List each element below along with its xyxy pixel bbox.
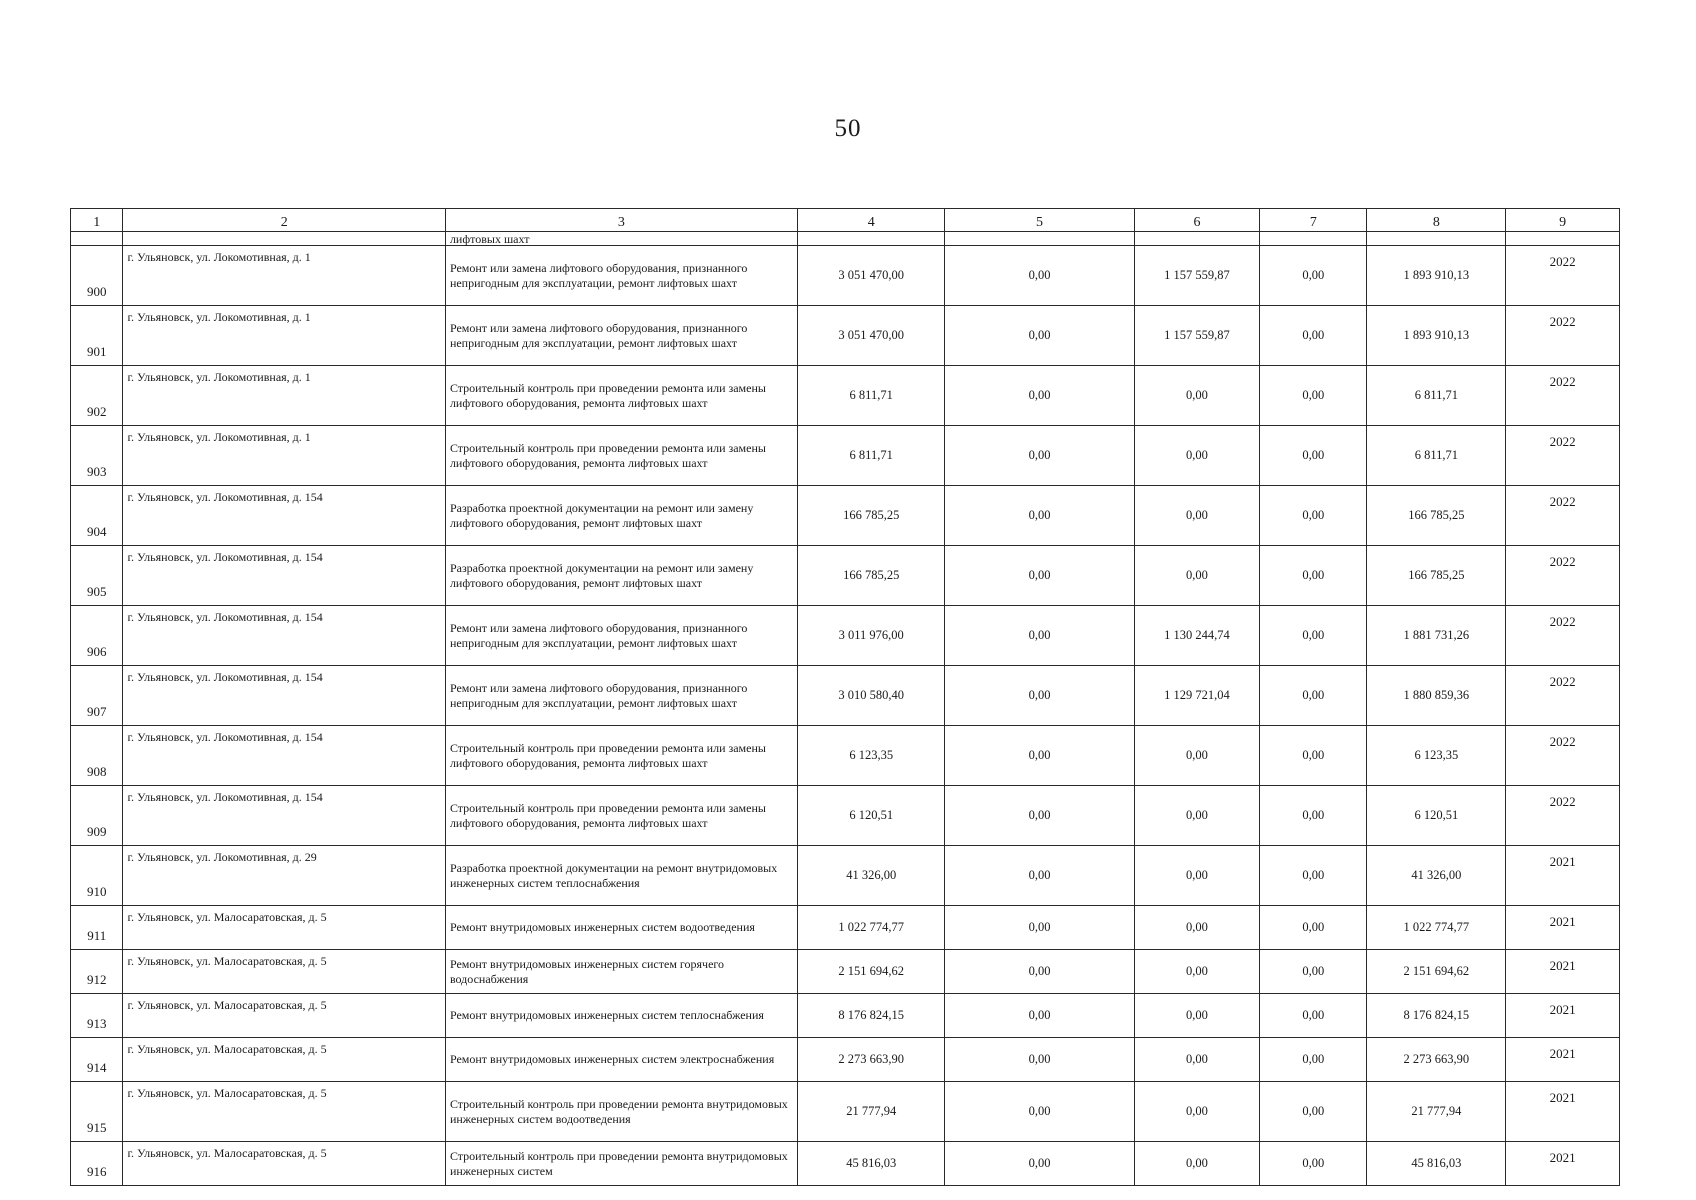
table-row [71, 1082, 1620, 1142]
amount-col8-cell: 21 777,94 [1367, 1082, 1506, 1142]
amount-col6-cell: 1 129 721,04 [1134, 666, 1260, 726]
amount-col8-cell: 1 893 910,13 [1367, 246, 1506, 306]
work-description-cell: Строительный контроль при проведении ремонта или замены лифтового оборудования, ремонта лифтовых шахт [445, 786, 797, 846]
amount-col5-cell: 0,00 [945, 1082, 1134, 1142]
amount-col7-cell: 0,00 [1260, 906, 1367, 950]
row-number: 913 [71, 994, 123, 1038]
year-cell: 2021 [1506, 1082, 1620, 1142]
amount-col8-cell: 1 893 910,13 [1367, 306, 1506, 366]
work-description-cell: Ремонт или замена лифтового оборудования, признанного непригодным для эксплуатации, ремонт лифтовых шахт [445, 306, 797, 366]
year-cell: 2022 [1506, 366, 1620, 426]
row-number: 904 [71, 486, 123, 546]
row-number: 907 [71, 666, 123, 726]
year-cell: 2022 [1506, 306, 1620, 366]
work-description-cell: Ремонт или замена лифтового оборудования, признанного непригодным для эксплуатации, ремонт лифтовых шахт [445, 606, 797, 666]
amount-col8-cell: 2 151 694,62 [1367, 950, 1506, 994]
table-row [71, 846, 1620, 906]
address-cell: г. Ульяновск, ул. Малосаратовская, д. 5 [123, 994, 445, 1038]
program-table-container [70, 208, 1620, 1186]
amount-col4-cell: 21 777,94 [797, 1082, 945, 1142]
amount-col5-cell: 0,00 [945, 1038, 1134, 1082]
amount-col6-cell: 0,00 [1134, 906, 1260, 950]
amount-col6-cell: 0,00 [1134, 366, 1260, 426]
amount-col8-cell: 45 816,03 [1367, 1142, 1506, 1186]
year-cell: 2022 [1506, 606, 1620, 666]
column-header-8: 8 [1367, 209, 1506, 232]
year-cell: 2022 [1506, 666, 1620, 726]
year-cell: 2022 [1506, 246, 1620, 306]
column-header-5: 5 [945, 209, 1134, 232]
amount-col7-cell: 0,00 [1260, 366, 1367, 426]
row-number: 902 [71, 366, 123, 426]
address-cell: г. Ульяновск, ул. Локомотивная, д. 1 [123, 366, 445, 426]
amount-col6-cell: 1 157 559,87 [1134, 306, 1260, 366]
amount-col8-cell: 2 273 663,90 [1367, 1038, 1506, 1082]
amount-col7-cell: 0,00 [1260, 606, 1367, 666]
amount-col5-cell: 0,00 [945, 606, 1134, 666]
work-description-cell: Строительный контроль при проведении ремонта или замены лифтового оборудования, ремонта лифтовых шахт [445, 726, 797, 786]
work-description-cell: Строительный контроль при проведении ремонта внутридомовых инженерных систем [445, 1142, 797, 1186]
amount-col7-cell: 0,00 [1260, 786, 1367, 846]
amount-col4-cell: 3 011 976,00 [797, 606, 945, 666]
amount-col6-cell: 0,00 [1134, 726, 1260, 786]
table-row [71, 546, 1620, 606]
year-cell: 2022 [1506, 426, 1620, 486]
amount-col6-cell: 1 130 244,74 [1134, 606, 1260, 666]
work-description-cell: Разработка проектной документации на ремонт или замену лифтового оборудования, ремонт лифтовых шахт [445, 546, 797, 606]
address-cell: г. Ульяновск, ул. Локомотивная, д. 1 [123, 306, 445, 366]
year-cell: 2021 [1506, 1038, 1620, 1082]
amount-col5-cell: 0,00 [945, 994, 1134, 1038]
amount-col5-cell: 0,00 [945, 426, 1134, 486]
address-cell: г. Ульяновск, ул. Локомотивная, д. 154 [123, 786, 445, 846]
address-cell: г. Ульяновск, ул. Локомотивная, д. 154 [123, 546, 445, 606]
address-cell: г. Ульяновск, ул. Малосаратовская, д. 5 [123, 1082, 445, 1142]
row-number: 914 [71, 1038, 123, 1082]
year-cell: 2022 [1506, 546, 1620, 606]
amount-col6-cell: 1 157 559,87 [1134, 246, 1260, 306]
amount-col6-cell: 0,00 [1134, 1142, 1260, 1186]
column-header-7: 7 [1260, 209, 1367, 232]
amount-col5-cell: 0,00 [945, 726, 1134, 786]
amount-col4-cell: 6 120,51 [797, 786, 945, 846]
continuation-row [71, 232, 1620, 246]
amount-col5-cell: 0,00 [945, 486, 1134, 546]
amount-col8-cell: 1 022 774,77 [1367, 906, 1506, 950]
work-description-cell: Ремонт или замена лифтового оборудования, признанного непригодным для эксплуатации, ремонт лифтовых шахт [445, 246, 797, 306]
row-number: 911 [71, 906, 123, 950]
amount-col8-cell: 8 176 824,15 [1367, 994, 1506, 1038]
amount-col5-cell: 0,00 [945, 306, 1134, 366]
table-body [71, 232, 1620, 1186]
amount-col4-cell: 2 151 694,62 [797, 950, 945, 994]
year-cell: 2022 [1506, 786, 1620, 846]
amount-col4-cell: 3 051 470,00 [797, 306, 945, 366]
work-description-cell: Ремонт внутридомовых инженерных систем теплоснабжения [445, 994, 797, 1038]
row-number: 916 [71, 1142, 123, 1186]
amount-col4-cell: 6 811,71 [797, 366, 945, 426]
table-row [71, 726, 1620, 786]
work-description-cell: Ремонт внутридомовых инженерных систем водоотведения [445, 906, 797, 950]
amount-col6-cell: 0,00 [1134, 994, 1260, 1038]
table-row [71, 906, 1620, 950]
amount-col6-cell: 0,00 [1134, 426, 1260, 486]
amount-col7-cell: 0,00 [1260, 846, 1367, 906]
work-description-cell: Разработка проектной документации на ремонт или замену лифтового оборудования, ремонт лифтовых шахт [445, 486, 797, 546]
amount-col8-cell: 41 326,00 [1367, 846, 1506, 906]
row-number: 903 [71, 426, 123, 486]
address-cell: г. Ульяновск, ул. Малосаратовская, д. 5 [123, 906, 445, 950]
work-description-cell: Разработка проектной документации на ремонт внутридомовых инженерных систем теплоснабжения [445, 846, 797, 906]
amount-col7-cell: 0,00 [1260, 994, 1367, 1038]
amount-col7-cell: 0,00 [1260, 486, 1367, 546]
page-number: 50 [834, 115, 862, 142]
amount-col8-cell: 166 785,25 [1367, 546, 1506, 606]
table-row [71, 950, 1620, 994]
column-number-header-row [71, 209, 1620, 232]
amount-col4-cell: 166 785,25 [797, 546, 945, 606]
address-cell: г. Ульяновск, ул. Локомотивная, д. 154 [123, 606, 445, 666]
amount-col7-cell: 0,00 [1260, 1142, 1367, 1186]
amount-col7-cell: 0,00 [1260, 426, 1367, 486]
amount-col4-cell: 3 051 470,00 [797, 246, 945, 306]
amount-col8-cell: 6 811,71 [1367, 366, 1506, 426]
amount-col5-cell: 0,00 [945, 950, 1134, 994]
amount-col7-cell: 0,00 [1260, 246, 1367, 306]
amount-col4-cell: 1 022 774,77 [797, 906, 945, 950]
column-header-6: 6 [1134, 209, 1260, 232]
address-cell: г. Ульяновск, ул. Локомотивная, д. 1 [123, 246, 445, 306]
amount-col6-cell: 0,00 [1134, 546, 1260, 606]
amount-col5-cell: 0,00 [945, 666, 1134, 726]
amount-col4-cell: 166 785,25 [797, 486, 945, 546]
amount-col6-cell: 0,00 [1134, 1082, 1260, 1142]
amount-col7-cell: 0,00 [1260, 666, 1367, 726]
table-row [71, 366, 1620, 426]
amount-col6-cell: 0,00 [1134, 950, 1260, 994]
amount-col8-cell: 166 785,25 [1367, 486, 1506, 546]
work-description-cell: Строительный контроль при проведении ремонта внутридомовых инженерных систем водоотведения [445, 1082, 797, 1142]
amount-col4-cell: 2 273 663,90 [797, 1038, 945, 1082]
year-cell: 2021 [1506, 950, 1620, 994]
amount-col5-cell: 0,00 [945, 1142, 1134, 1186]
amount-col6-cell: 0,00 [1134, 846, 1260, 906]
amount-col5-cell: 0,00 [945, 786, 1134, 846]
continuation-text: лифтовых шахт [445, 232, 797, 246]
amount-col4-cell: 3 010 580,40 [797, 666, 945, 726]
work-description-cell: Ремонт или замена лифтового оборудования, признанного непригодным для эксплуатации, ремонт лифтовых шахт [445, 666, 797, 726]
amount-col6-cell: 0,00 [1134, 1038, 1260, 1082]
program-table [70, 208, 1620, 1186]
year-cell: 2022 [1506, 726, 1620, 786]
row-number: 900 [71, 246, 123, 306]
address-cell: г. Ульяновск, ул. Локомотивная, д. 29 [123, 846, 445, 906]
row-number: 905 [71, 546, 123, 606]
table-row [71, 426, 1620, 486]
amount-col4-cell: 8 176 824,15 [797, 994, 945, 1038]
table-row [71, 306, 1620, 366]
amount-col8-cell: 1 881 731,26 [1367, 606, 1506, 666]
amount-col7-cell: 0,00 [1260, 1082, 1367, 1142]
amount-col4-cell: 41 326,00 [797, 846, 945, 906]
year-cell: 2021 [1506, 906, 1620, 950]
address-cell: г. Ульяновск, ул. Локомотивная, д. 154 [123, 486, 445, 546]
table-row [71, 1142, 1620, 1186]
table-row [71, 786, 1620, 846]
column-header-9: 9 [1506, 209, 1620, 232]
amount-col7-cell: 0,00 [1260, 950, 1367, 994]
column-header-3: 3 [445, 209, 797, 232]
amount-col8-cell: 6 811,71 [1367, 426, 1506, 486]
column-header-1: 1 [71, 209, 123, 232]
table-row [71, 606, 1620, 666]
amount-col5-cell: 0,00 [945, 546, 1134, 606]
column-header-2: 2 [123, 209, 445, 232]
year-cell: 2021 [1506, 994, 1620, 1038]
address-cell: г. Ульяновск, ул. Локомотивная, д. 154 [123, 666, 445, 726]
row-number: 909 [71, 786, 123, 846]
amount-col5-cell: 0,00 [945, 906, 1134, 950]
column-header-4: 4 [797, 209, 945, 232]
amount-col5-cell: 0,00 [945, 846, 1134, 906]
amount-col5-cell: 0,00 [945, 246, 1134, 306]
row-number: 908 [71, 726, 123, 786]
table-row [71, 994, 1620, 1038]
amount-col7-cell: 0,00 [1260, 546, 1367, 606]
amount-col4-cell: 45 816,03 [797, 1142, 945, 1186]
amount-col8-cell: 6 120,51 [1367, 786, 1506, 846]
amount-col7-cell: 0,00 [1260, 726, 1367, 786]
table-row [71, 1038, 1620, 1082]
work-description-cell: Строительный контроль при проведении ремонта или замены лифтового оборудования, ремонта лифтовых шахт [445, 426, 797, 486]
row-number: 915 [71, 1082, 123, 1142]
year-cell: 2022 [1506, 486, 1620, 546]
work-description-cell: Ремонт внутридомовых инженерных систем горячего водоснабжения [445, 950, 797, 994]
amount-col8-cell: 1 880 859,36 [1367, 666, 1506, 726]
table-row [71, 246, 1620, 306]
amount-col7-cell: 0,00 [1260, 306, 1367, 366]
row-number: 910 [71, 846, 123, 906]
amount-col8-cell: 6 123,35 [1367, 726, 1506, 786]
work-description-cell: Ремонт внутридомовых инженерных систем электроснабжения [445, 1038, 797, 1082]
amount-col4-cell: 6 123,35 [797, 726, 945, 786]
address-cell: г. Ульяновск, ул. Малосаратовская, д. 5 [123, 950, 445, 994]
amount-col7-cell: 0,00 [1260, 1038, 1367, 1082]
amount-col4-cell: 6 811,71 [797, 426, 945, 486]
row-number: 912 [71, 950, 123, 994]
amount-col6-cell: 0,00 [1134, 486, 1260, 546]
row-number: 906 [71, 606, 123, 666]
amount-col6-cell: 0,00 [1134, 786, 1260, 846]
address-cell: г. Ульяновск, ул. Малосаратовская, д. 5 [123, 1038, 445, 1082]
work-description-cell: Строительный контроль при проведении ремонта или замены лифтового оборудования, ремонта лифтовых шахт [445, 366, 797, 426]
row-number: 901 [71, 306, 123, 366]
year-cell: 2021 [1506, 846, 1620, 906]
year-cell: 2021 [1506, 1142, 1620, 1186]
amount-col5-cell: 0,00 [945, 366, 1134, 426]
table-row [71, 486, 1620, 546]
table-row [71, 666, 1620, 726]
address-cell: г. Ульяновск, ул. Локомотивная, д. 1 [123, 426, 445, 486]
address-cell: г. Ульяновск, ул. Малосаратовская, д. 5 [123, 1142, 445, 1186]
address-cell: г. Ульяновск, ул. Локомотивная, д. 154 [123, 726, 445, 786]
